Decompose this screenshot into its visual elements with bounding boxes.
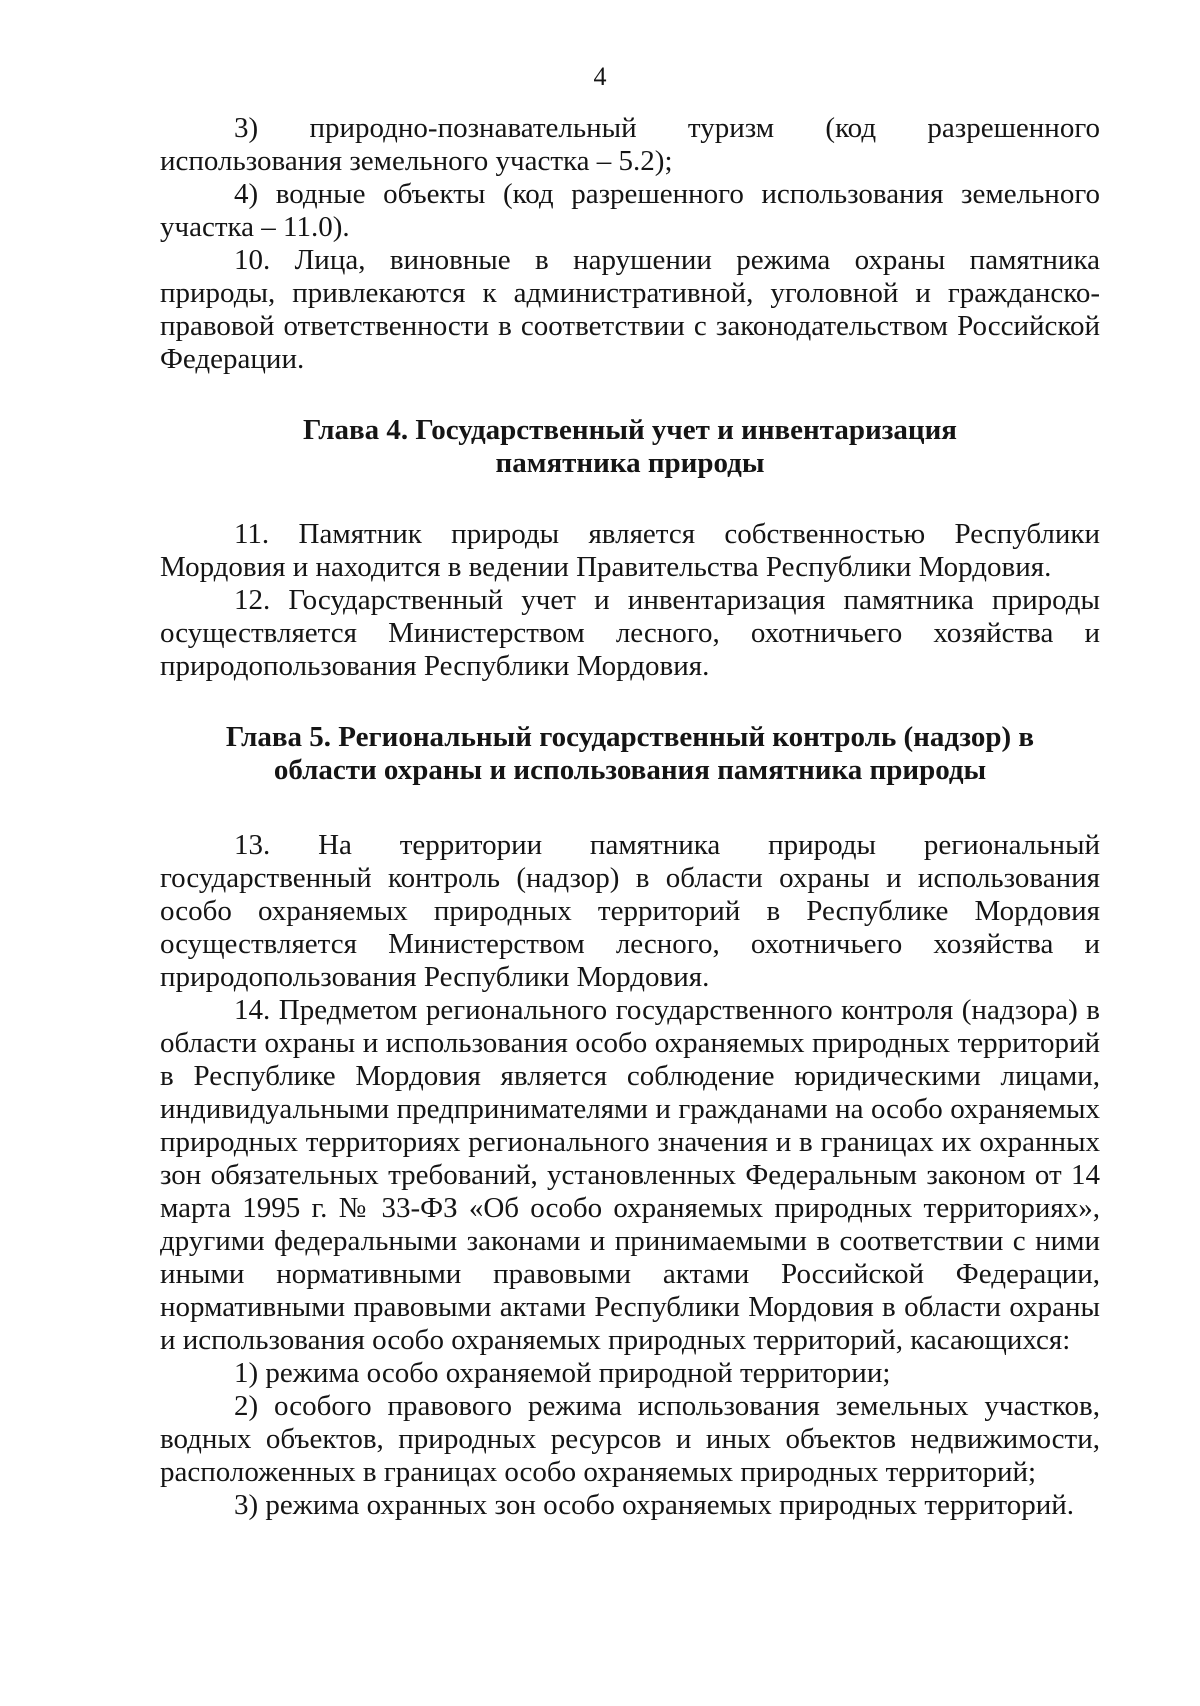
chapter-4-heading-line2: памятника природы [495, 447, 765, 479]
paragraph-10-liability: 10. Лица, виновные в нарушении режима охраны памятника природы, привлекаются к административной, уголовной и гражданско-правовой ответственности в соответствии с законодательством Российской Федерации. [160, 244, 1100, 375]
chapter-4-heading-line1: Глава 4. Государственный учет и инвентаризация [303, 414, 957, 446]
paragraph-item-3-tourism: 3) природно-познавательный туризм (код разрешенного использования земельного участка – 5.2); [160, 112, 1100, 177]
paragraph-12-accounting: 12. Государственный учет и инвентаризация памятника природы осуществляется Министерством лесного, охотничьего хозяйства и природопользования Республики Мордовия. [160, 584, 1100, 682]
paragraph-13-control: 13. На территории памятника природы региональный государственный контроль (надзор) в области охраны и использования особо охраняемых природных территорий в Республике Мордовия осуществляется Министерством лесного, охотничьего хозяйства и природопользования Республики Мордовия. [160, 829, 1100, 993]
document-body [160, 112, 1100, 1522]
paragraph-14-item-3: 3) режима охранных зон особо охраняемых природных территорий. [234, 1489, 1075, 1521]
paragraph-11-ownership: 11. Памятник природы является собственностью Республики Мордовия и находится в ведении Правительства Республики Мордовия. [160, 518, 1100, 583]
chapter-5-heading-line2: области охраны и использования памятника природы [273, 754, 987, 786]
paragraph-item-4-water: 4) водные объекты (код разрешенного использования земельного участка – 11.0). [160, 178, 1100, 243]
paragraph-14-item-1: 1) режима особо охраняемой природной территории; [234, 1357, 891, 1389]
paragraph-14-item-2: 2) особого правового режима использования земельных участков, водных объектов, природных ресурсов и иных объектов недвижимости, расположенных в границах особо охраняемых природных территорий; [160, 1390, 1100, 1488]
page-number: 4 [593, 62, 607, 91]
chapter-5-heading-line1: Глава 5. Региональный государственный контроль (надзор) в [225, 721, 1035, 753]
paragraph-14-subject: 14. Предметом регионального государственного контроля (надзора) в области охраны и использования особо охраняемых природных территорий в Республике Мордовия является соблюдение юридическими лицами, индивидуальными предпринимателями и гражданами на особо охраняемых природных территориях регионального значения и в границах их охранных зон обязательных требований, установленных Федеральным законом от 14 марта 1995 г. № 33-ФЗ «Об особо охраняемых природных территориях», другими федеральными законами и принимаемыми в соответствии с ними иными нормативными правовыми актами Российской Федерации, нормативными правовыми актами Республики Мордовия в области охраны и использования особо охраняемых природных территорий, касающихся: [160, 994, 1100, 1356]
chapter-4-heading [160, 414, 1100, 480]
chapter-5-heading [160, 721, 1100, 787]
